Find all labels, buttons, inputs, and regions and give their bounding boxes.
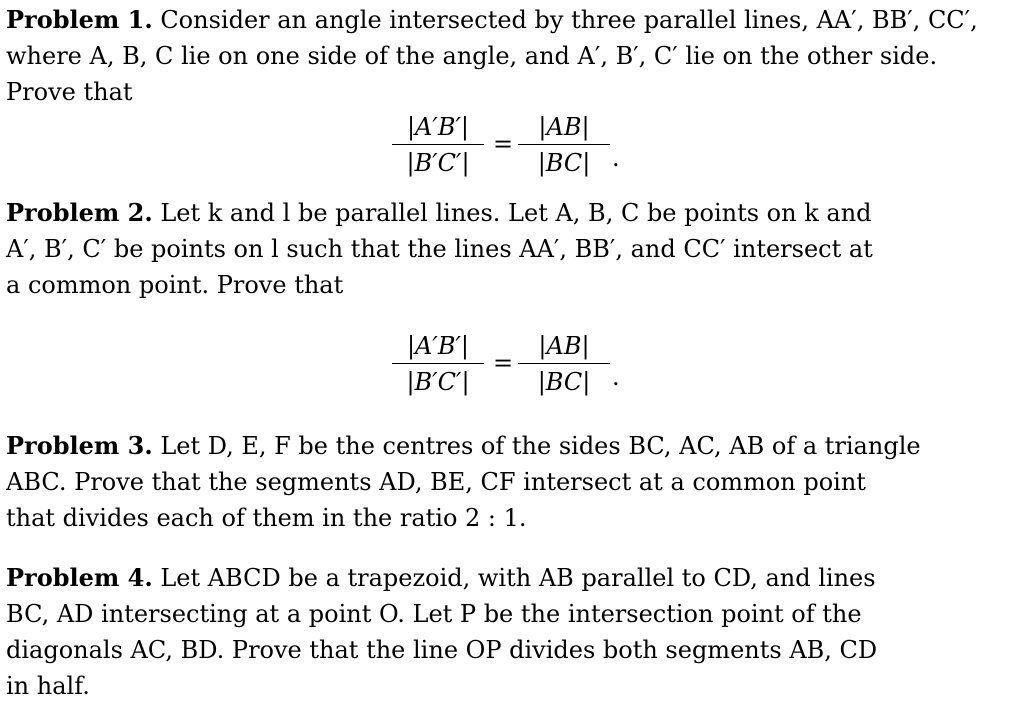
equation-2-right-denominator: |BC|: [537, 368, 591, 396]
problem-1-line-3: Prove that: [6, 78, 133, 106]
problem-3-line-2: ABC. Prove that the segments AD, BE, CF intersect at a common point: [6, 468, 866, 496]
equation-2-left-denominator: |B′C′|: [406, 368, 470, 396]
equation-2-left-fraction: [390, 329, 486, 398]
equation-1-period: .: [612, 144, 620, 172]
problem-2-line-3: a common point. Prove that: [6, 271, 344, 299]
equation-2-right-numerator: |AB|: [538, 332, 590, 360]
equation-1-right-denominator: |BC|: [537, 149, 591, 177]
equation-2: [390, 329, 630, 403]
equation-1-right-numerator: |AB|: [538, 113, 590, 141]
problem-3-line-1: Problem 3. Let D, E, F be the centres of the sides BC, AC, AB of a triangle: [6, 431, 921, 460]
equation-1-equals: =: [492, 130, 514, 158]
problem-3: [6, 428, 968, 536]
problem-3-title: Problem 3.: [6, 431, 153, 460]
problem-4-line-4: in half.: [6, 672, 90, 700]
problem-4-line-1: Problem 4. Let ABCD be a trapezoid, with AB parallel to CD, and lines: [6, 563, 876, 592]
problem-1-line-1: Problem 1. Consider an angle intersected by three parallel lines, AA′, BB′, CC′,: [6, 5, 978, 34]
problem-1-line-2: where A, B, C lie on one side of the angle, and A′, B′, C′ lie on the other side.: [6, 42, 938, 70]
equation-1-right-fraction: [516, 110, 612, 179]
problem-4: [6, 560, 968, 704]
problem-2-line-2: A′, B′, C′ be points on l such that the lines AA′, BB′, and CC′ intersect at: [6, 235, 873, 263]
problem-2-line-1: Problem 2. Let k and l be parallel lines. Let A, B, C be points on k and: [6, 198, 872, 227]
problem-4-line-2: BC, AD intersecting at a point O. Let P be the intersection point of the: [6, 600, 862, 628]
equation-2-left-numerator: |A′B′|: [406, 332, 470, 360]
equation-1-left-numerator: |A′B′|: [406, 113, 470, 141]
problem-1: [6, 2, 978, 110]
problem-2: [6, 195, 968, 303]
equation-2-period: .: [612, 363, 620, 391]
equation-2-right-fraction: [516, 329, 612, 398]
equation-2-equals: =: [492, 349, 514, 377]
problem-3-line-3: that divides each of them in the ratio 2 : 1.: [6, 504, 527, 532]
equation-1: [390, 110, 630, 184]
problem-2-title: Problem 2.: [6, 198, 153, 227]
problem-4-title: Problem 4.: [6, 563, 153, 592]
problem-1-title: Problem 1.: [6, 5, 153, 34]
equation-1-left-fraction: [390, 110, 486, 179]
problem-4-line-3: diagonals AC, BD. Prove that the line OP divides both segments AB, CD: [6, 636, 878, 664]
equation-1-left-denominator: |B′C′|: [406, 149, 470, 177]
